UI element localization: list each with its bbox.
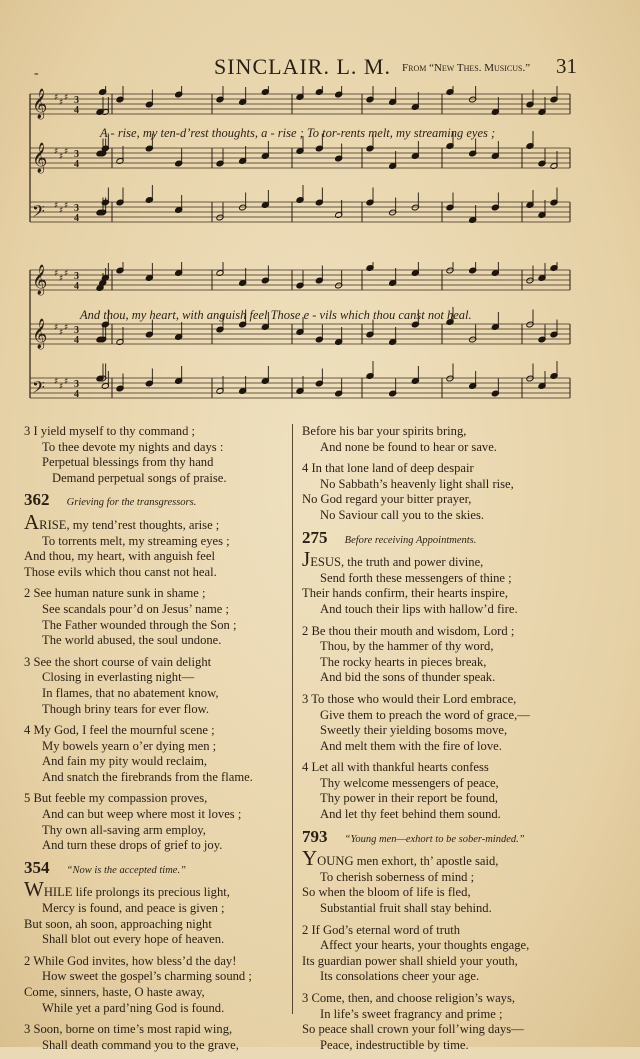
verse-line: Peace, indestructible by time. [320,1037,469,1052]
bass-clef-icon: 𝄢 [32,377,45,401]
verse-line: To torrents melt, my streaming eyes ; [42,533,230,548]
time-signature: 4 [74,105,79,116]
verse [302,760,602,822]
verse [302,547,602,617]
verse-line: Its guardian power shall shield your youth, [302,953,518,968]
drop-cap: J [302,547,311,572]
treble-clef-icon: 𝄞 [32,265,48,295]
verse-line: Though briny tears for ever flow. [42,701,210,716]
bass-clef-icon: 𝄢 [32,201,45,225]
music-system-2 [22,262,582,422]
page-header [0,54,640,84]
lyrics-line-2: And thou, my heart, with anguish feel Those e - vils which thou canst not heal. [80,308,472,322]
ornament-dash: - [34,66,39,81]
drop-cap: W [24,877,44,902]
verse-line: Demand perpetual songs of praise. [52,470,227,485]
verse [24,791,294,853]
verse-line: And melt them with the fire of love. [320,738,502,753]
sharp-icon: ♯ [54,201,59,211]
verse-line: The Father wounded through the Son ; [42,617,237,632]
verse-line: 3 See the short course of vain delight [24,654,212,669]
sharp-icon: ♯ [54,93,59,103]
verse-line: 2 If God’s eternal word of truth [302,922,461,937]
hymn-heading-362 [24,492,294,511]
verse-line: See scandals pour’d on Jesus’ name ; [42,601,229,616]
verse [24,424,294,486]
treble-clef-icon: 𝄞 [32,143,48,173]
sharp-icon: ♯ [59,98,64,108]
verse-line: Thy own all-saving arm employ, [42,822,206,837]
verse [302,424,602,455]
verse-line: Those evils which thou canst not heal. [24,564,217,579]
lyrics-line-1: A - rise, my ten-d’rest thoughts, a - rise ; To tor-rents melt, my streaming eyes ; [100,126,496,140]
sharp-icon: ♯ [64,147,69,157]
left-column [24,424,294,1059]
verse-line: Thou, by the hammer of thy word, [320,639,494,654]
verse-line: Closing in everlasting night— [42,670,195,685]
verse [302,624,602,686]
time-signature: 3 [74,325,79,336]
verse-line: Substantial fruit shall stay behind. [320,901,492,916]
verse-line: No Sabbath’s heavenly light shall rise, [320,476,514,491]
verse [24,954,294,1016]
verse [24,586,294,648]
verse-line: The world abused, the soul undone. [42,633,222,648]
verse-line: Thy power in their report be found, [320,791,499,806]
hymn-number: 362 [24,490,50,510]
sharp-icon: ♯ [59,328,64,338]
verse-line: HILE life prolongs its precious light, [43,885,230,900]
verse-line: My bowels yearn o’er dying men ; [42,738,217,753]
verse-line: Shall death command you to the grave, [42,1037,239,1052]
verse-line: And can but weep where most it loves ; [42,807,242,822]
staff-system-2 [22,262,582,422]
verse [24,877,294,947]
verse [302,923,602,985]
time-signature: 4 [74,389,79,400]
verse-line: Come, sinners, haste, O haste away, [24,985,205,999]
verse-line: Sweetly their yielding bosoms move, [320,723,508,738]
verse-line: The rocky hearts in pieces break, [320,654,487,669]
verse-line: But soon, ah soon, approaching night [24,916,212,931]
verse-line: 4 My God, I feel the mournful scene ; [24,723,215,738]
verse [302,461,602,523]
verse-line: In flames, that no abatement know, [42,685,219,700]
verse-line: ESUS, the truth and power divine, [310,555,484,570]
music-system-1 [22,86,582,246]
verse-line: 2 While God invites, how bless’d the day! [24,953,237,968]
verse-line: While yet a pard’ning God is found. [42,1000,225,1015]
time-signature: 4 [74,159,79,170]
verse-line: And let thy feet behind them sound. [320,807,501,822]
hymn-heading-793 [302,826,602,848]
verse [302,991,602,1053]
verse-line: RISE, my tend’rest thoughts, arise ; [39,517,220,532]
staff-system-1 [22,86,582,246]
hymn-title: “Young men—exhort to be sober-minded.” [344,833,525,845]
verse-line: Perpetual blessings from thy hand [42,455,214,470]
time-signature: 4 [74,335,79,346]
verse-line: No Saviour call you to the skies. [320,507,485,522]
verse-line: Give them to preach the word of grace,— [320,707,530,722]
verse [302,846,602,916]
verse-line: Send forth these messengers of thine ; [320,570,512,585]
verse-line: 3 Soon, borne on time’s most rapid wing, [24,1022,233,1037]
verse-line: And none be found to hear or save. [320,439,497,454]
treble-clef-icon: 𝄞 [32,89,48,119]
sharp-icon: ♯ [64,323,69,333]
verse-line: And thou, my heart, with anguish feel [24,549,215,564]
hymn-number: 793 [302,826,328,846]
drop-cap: Y [302,846,318,871]
hymn-title: “Now is the accepted time.” [66,864,186,876]
verse-line: In life’s sweet fragrancy and prime ; [320,1006,503,1021]
verse-line: 3 I yield myself to thy command ; [24,424,196,438]
verse-line: 2 See human nature sunk in shame ; [24,586,206,601]
time-signature: 3 [74,271,79,282]
sharp-icon: ♯ [54,377,59,387]
drop-cap: A [24,509,40,534]
hymn-heading-354 [24,857,294,879]
sharp-icon: ♯ [64,377,69,387]
verse-line: 2 Be thou their mouth and wisdom, Lord ; [302,623,515,638]
verse [302,692,602,754]
verse-line: So peace shall crown your foll’wing days— [302,1022,524,1037]
tune-title: SINCLAIR. L. M. [214,54,391,79]
verse-line: 4 Let all with thankful hearts confess [302,760,489,775]
sharp-icon: ♯ [59,382,64,392]
verse-line: And turn these drops of grief to joy. [42,838,223,853]
verse [24,1022,294,1053]
time-signature: 3 [74,95,79,106]
verse-line: How sweet the gospel’s charming sound ; [42,969,252,984]
sharp-icon: ♯ [54,323,59,333]
verse-line: And snatch the firebrands from the flame. [42,769,253,784]
verse-line: And bid the sons of thunder speak. [320,670,496,685]
verse-line: So when the bloom of life is fled, [302,885,471,900]
verse-line: To thee devote my nights and days : [42,439,224,454]
hymn-title: Before receiving Appointments. [344,534,477,546]
verse-line: 5 But feeble my compassion proves, [24,791,208,806]
verse-line: Its consolations cheer your age. [320,969,480,984]
sharp-icon: ♯ [64,201,69,211]
verse-line: Mercy is found, and peace is given ; [42,901,225,916]
time-signature: 4 [74,281,79,292]
verse-line: 3 Come, then, and choose religion’s ways, [302,991,516,1005]
verse-line: Before his bar your spirits bring, [302,424,467,438]
sharp-icon: ♯ [64,93,69,103]
tune-source: From “New Thes. Musicus.” [402,62,531,74]
hymn-number: 275 [302,527,328,547]
hymn-heading-275 [302,527,602,549]
right-column [302,424,602,1059]
sharp-icon: ♯ [54,269,59,279]
verse [24,509,294,580]
hymn-number: 354 [24,857,50,877]
page-number: 31 [556,54,577,78]
verse-line: And touch their lips with hallow’d fire. [320,601,518,616]
verse-line: Affect your hearts, your thoughts engage, [320,938,530,953]
verse-line: Thy welcome messengers of peace, [320,775,499,790]
verse-line: To cherish soberness of mind ; [320,869,475,884]
hymn-title: Grieving for the transgressors. [66,497,197,509]
verse-line: No God regard your bitter prayer, [302,492,472,507]
verse [24,723,294,785]
sharp-icon: ♯ [59,152,64,162]
time-signature: 3 [74,149,79,160]
verse-line: 3 To those who would their Lord embrace, [302,691,517,706]
verse [24,655,294,717]
sharp-icon: ♯ [59,274,64,284]
time-signature: 3 [74,203,79,214]
sharp-icon: ♯ [54,147,59,157]
verse-line: Shall blot out every hope of heaven. [42,932,225,947]
sharp-icon: ♯ [59,206,64,216]
verse-line: 4 In that lone land of deep despair [302,461,474,476]
verse-line: And fain my pity would reclaim, [42,754,208,769]
treble-clef-icon: 𝄞 [32,319,48,349]
time-signature: 3 [74,379,79,390]
verse-line: Their hands confirm, their hearts inspire, [302,586,508,601]
verse-line: OUNG men exhort, th’ apostle said, [317,854,499,869]
sharp-icon: ♯ [64,269,69,279]
time-signature: 4 [74,213,79,224]
